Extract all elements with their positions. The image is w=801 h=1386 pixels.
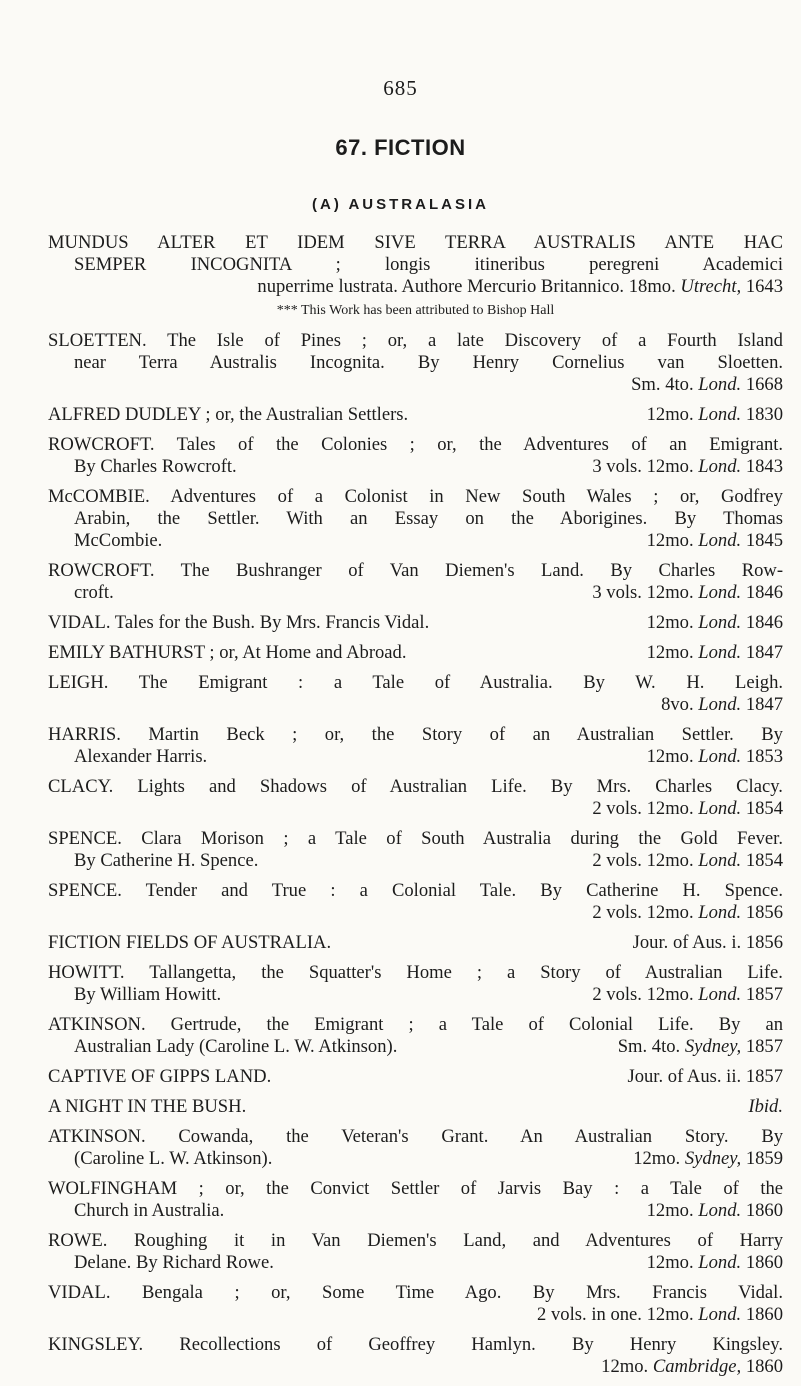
entry-imprint: 2 vols. 12mo. Lond. 1857 bbox=[592, 984, 783, 1005]
bibliography-entry bbox=[48, 560, 783, 604]
entry-imprint: 12mo. Lond. 1845 bbox=[646, 530, 783, 551]
bibliography-entry bbox=[48, 330, 783, 396]
bibliography-entry bbox=[48, 1014, 783, 1058]
entry-imprint: 2 vols. 12mo. Lond. 1854 bbox=[592, 850, 783, 871]
entry-line: ATKINSON. Cowanda, the Veteran's Grant. An Australian Story. By bbox=[48, 1126, 784, 1147]
entry-line: ROWCROFT. Tales of the Colonies ; or, the Adventures of an Emigrant. bbox=[48, 434, 784, 455]
entry-line-with-imprint bbox=[48, 1148, 783, 1170]
bibliography-entry bbox=[48, 724, 783, 768]
entry-line: 12mo. Cambridge, 1860 bbox=[601, 1356, 783, 1377]
entry-text: Australian Lady (Caroline L. W. Atkinson). bbox=[74, 1036, 398, 1057]
entry-text: Alexander Harris. bbox=[74, 746, 208, 767]
bibliography-entry bbox=[48, 828, 783, 872]
entry-line-with-imprint bbox=[48, 850, 783, 872]
bibliography-entry bbox=[48, 1066, 783, 1088]
entry-line: SPENCE. Tender and True : a Colonial Tale. By Catherine H. Spence. bbox=[48, 880, 784, 901]
entry-line-with-imprint bbox=[48, 1066, 783, 1088]
bibliography-entry bbox=[48, 1126, 783, 1170]
section-title: (A) AUSTRALASIA bbox=[312, 196, 489, 213]
entry-line: ROWCROFT. The Bushranger of Van Diemen's Land. By Charles Row- bbox=[48, 560, 784, 581]
bibliography-entry bbox=[48, 1230, 783, 1274]
entry-line-with-imprint bbox=[48, 530, 783, 552]
entry-imprint: Jour. of Aus. i. 1856 bbox=[632, 932, 783, 953]
page-number: 685 bbox=[383, 76, 418, 100]
entry-line: Sm. 4to. Lond. 1668 bbox=[631, 374, 783, 395]
entry-text: Delane. By Richard Rowe. bbox=[74, 1252, 274, 1273]
entry-text: FICTION FIELDS OF AUSTRALIA. bbox=[48, 932, 332, 953]
entry-line-with-imprint bbox=[48, 984, 783, 1006]
entry-line: SPENCE. Clara Morison ; a Tale of South Australia during the Gold Fever. bbox=[48, 828, 783, 849]
entry-imprint: Sm. 4to. Sydney, 1857 bbox=[617, 1036, 783, 1057]
chapter-title: 67. FICTION bbox=[335, 135, 466, 160]
entry-note: *** This Work has been attributed to Bishop Hall bbox=[276, 303, 555, 318]
entry-line: SEMPER INCOGNITA ; longis itineribus peregreni Academici bbox=[74, 254, 784, 275]
entry-text: A NIGHT IN THE BUSH. bbox=[48, 1096, 247, 1117]
entry-text: (Caroline L. W. Atkinson). bbox=[74, 1148, 273, 1169]
entry-imprint: 12mo. Lond. 1860 bbox=[646, 1200, 783, 1221]
bibliography-entry bbox=[48, 776, 783, 820]
bibliography-entry bbox=[48, 486, 783, 552]
entry-line: HOWITT. Tallangetta, the Squatter's Home ; a Story of Australian Life. bbox=[48, 962, 783, 983]
entry-imprint: 3 vols. 12mo. Lond. 1843 bbox=[592, 456, 783, 477]
entry-line-with-imprint bbox=[48, 1096, 783, 1118]
entry-line-with-imprint bbox=[48, 612, 783, 634]
entry-imprint: 12mo. Lond. 1853 bbox=[646, 746, 783, 767]
entry-line: WOLFINGHAM ; or, the Convict Settler of Jarvis Bay : a Tale of the bbox=[48, 1178, 784, 1199]
entry-imprint: 12mo. Lond. 1860 bbox=[646, 1252, 783, 1273]
entry-line-with-imprint bbox=[48, 642, 783, 664]
entry-line: nuperrime lustrata. Authore Mercurio Britannico. 18mo. Utrecht, 1643 bbox=[257, 276, 783, 297]
entry-text: By Charles Rowcroft. bbox=[74, 456, 237, 477]
entry-text: ALFRED DUDLEY ; or, the Australian Settlers. bbox=[48, 404, 409, 425]
entry-text: EMILY BATHURST ; or, At Home and Abroad. bbox=[48, 642, 407, 663]
entry-line: SLOETTEN. The Isle of Pines ; or, a late Discovery of a Fourth Island bbox=[48, 330, 783, 351]
entry-line-with-imprint bbox=[48, 746, 783, 768]
entry-text: croft. bbox=[74, 582, 114, 603]
entry-line-with-imprint bbox=[48, 1252, 783, 1274]
entry-line: HARRIS. Martin Beck ; or, the Story of an Australian Settler. By bbox=[48, 724, 783, 745]
entry-text: VIDAL. Tales for the Bush. By Mrs. Francis Vidal. bbox=[48, 612, 430, 633]
bibliography-entry bbox=[48, 1282, 783, 1326]
entry-line: LEIGH. The Emigrant : a Tale of Australia. By W. H. Leigh. bbox=[48, 672, 784, 693]
entry-line-with-imprint bbox=[48, 582, 783, 604]
entry-line-with-imprint bbox=[48, 932, 783, 954]
entry-text: CAPTIVE OF GIPPS LAND. bbox=[48, 1066, 272, 1087]
entry-text: By William Howitt. bbox=[74, 984, 222, 1005]
entry-text: By Catherine H. Spence. bbox=[74, 850, 259, 871]
entry-line: ROWE. Roughing it in Van Diemen's Land, and Adventures of Harry bbox=[48, 1230, 783, 1251]
entry-line: 8vo. Lond. 1847 bbox=[661, 694, 783, 715]
bibliography-list bbox=[48, 232, 783, 1386]
bibliography-entry bbox=[48, 880, 783, 924]
entry-line: MUNDUS ALTER ET IDEM SIVE TERRA AUSTRALIS ANTE HAC bbox=[48, 232, 784, 253]
entry-line: 2 vols. 12mo. Lond. 1854 bbox=[592, 798, 783, 819]
entry-line: KINGSLEY. Recollections of Geoffrey Hamlyn. By Henry Kingsley. bbox=[48, 1334, 784, 1355]
entry-line-with-imprint bbox=[48, 1200, 783, 1222]
entry-imprint: Jour. of Aus. ii. 1857 bbox=[627, 1066, 783, 1087]
bibliography-entry bbox=[48, 932, 783, 954]
bibliography-entry bbox=[48, 434, 783, 478]
entry-line: ATKINSON. Gertrude, the Emigrant ; a Tale of Colonial Life. By an bbox=[48, 1014, 784, 1035]
entry-line: Arabin, the Settler. With an Essay on the Aborigines. By Thomas bbox=[74, 508, 783, 529]
entry-text: Church in Australia. bbox=[74, 1200, 225, 1221]
entry-imprint: 12mo. Lond. 1846 bbox=[646, 612, 783, 633]
entry-line: VIDAL. Bengala ; or, Some Time Ago. By Mrs. Francis Vidal. bbox=[48, 1282, 783, 1303]
entry-imprint: Ibid. bbox=[748, 1096, 783, 1117]
bibliography-entry bbox=[48, 1178, 783, 1222]
entry-line: CLACY. Lights and Shadows of Australian Life. By Mrs. Charles Clacy. bbox=[48, 776, 783, 797]
entry-line-with-imprint bbox=[48, 1036, 783, 1058]
entry-text: McCombie. bbox=[74, 530, 163, 551]
bibliography-entry bbox=[48, 232, 783, 322]
entry-imprint: 3 vols. 12mo. Lond. 1846 bbox=[592, 582, 783, 603]
bibliography-entry bbox=[48, 672, 783, 716]
bibliography-entry bbox=[48, 612, 783, 634]
bibliography-entry bbox=[48, 642, 783, 664]
entry-imprint: 12mo. Lond. 1847 bbox=[646, 642, 783, 663]
entry-line: 2 vols. in one. 12mo. Lond. 1860 bbox=[537, 1304, 783, 1325]
entry-imprint: 12mo. Sydney, 1859 bbox=[633, 1148, 783, 1169]
entry-line: McCOMBIE. Adventures of a Colonist in New South Wales ; or, Godfrey bbox=[48, 486, 783, 507]
entry-line-with-imprint bbox=[48, 456, 783, 478]
bibliography-entry bbox=[48, 1096, 783, 1118]
entry-line: near Terra Australis Incognita. By Henry Cornelius van Sloetten. bbox=[74, 352, 784, 373]
bibliography-entry bbox=[48, 962, 783, 1006]
entry-imprint: 12mo. Lond. 1830 bbox=[646, 404, 783, 425]
bibliography-entry bbox=[48, 404, 783, 426]
bibliography-entry bbox=[48, 1334, 783, 1378]
entry-line-with-imprint bbox=[48, 404, 783, 426]
entry-line: 2 vols. 12mo. Lond. 1856 bbox=[592, 902, 783, 923]
